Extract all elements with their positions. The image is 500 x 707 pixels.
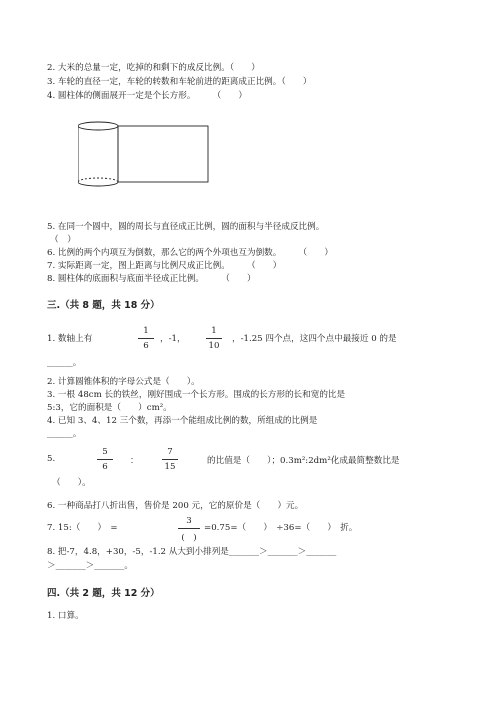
judgement-item-5-answer: （ ） [50, 235, 76, 245]
judgement-item-6: 6. 比例的两个内项互为倒数，那么它的两个外项也互为倒数。 （ ） [47, 248, 333, 258]
q5-frac2-num: 7 [167, 447, 173, 457]
q5-prefix: 5. [47, 454, 56, 464]
q5-line-2: （ ）。 [52, 478, 91, 488]
q1-frac1-den: 6 [143, 341, 149, 351]
q1-frac2-den: 10 [208, 341, 220, 351]
section-4-q1: 1. 口算。 [47, 611, 84, 621]
q5-colon: ： [130, 456, 139, 466]
fraction-bar [138, 338, 154, 339]
q7-frac-den: ( ) [181, 533, 197, 543]
q7-suffix: =0.75=（ ） ÷36=（ ） 折。 [204, 523, 358, 533]
q6: 6. 一种商品打八折出售，售价是 200 元，它的原价是（ ）元。 [47, 501, 304, 511]
fraction-bar [178, 528, 200, 529]
q4-line-1: 4. 已知 3、4、12 三个数，再添一个能组成比例的数，所组成的比例是 [47, 416, 318, 426]
q5-fraction-2 [162, 447, 178, 472]
judgement-item-4: 4. 圆柱体的侧面展开一定是个长方形。 （ ） [47, 91, 247, 101]
q5-fraction-1 [97, 447, 113, 472]
q4-line-2: ______。 [47, 429, 82, 439]
judgement-item-2: 2. 大米的总量一定，吃掉的和剩下的成反比例。（ ） [47, 63, 260, 73]
q5-frac1-den: 6 [102, 462, 108, 472]
q7-fraction [178, 516, 200, 543]
q2: 2. 计算圆锥体积的字母公式是（ ）。 [47, 377, 200, 387]
q8-line-2: ＞_______＞_______。 [47, 561, 133, 571]
q1-prefix: 1. 数轴上有 [47, 334, 93, 344]
fraction-bar [162, 459, 178, 460]
judgement-item-3: 3. 车轮的直径一定，车轮的转数和车轮前进的距离成正比例。（ ） [47, 77, 312, 87]
q5-suffix: 的比值是（ ）；0.3m²:2dm²化成最简整数比是 [207, 456, 400, 466]
q3-line-1: 3. 一根 48cm 长的铁丝，刚好围成一个长方形。围成的长方形的长和宽的比是 [47, 390, 346, 400]
q1-fraction-2 [206, 326, 222, 351]
q1-fraction-1 [138, 326, 154, 351]
q1-frac1-num: 1 [143, 326, 149, 336]
judgement-item-5: 5. 在同一个圆中，圆的周长与直径成正比例，圆的面积与半径成反比例。 [47, 222, 325, 232]
judgement-item-7: 7. 实际距离一定，图上距离与比例尺成正比例。 （ ） [47, 261, 282, 271]
q3-line-2: 5:3，它的面积是（ ）cm²。 [47, 403, 172, 413]
q5-frac2-den: 15 [164, 462, 176, 472]
q7-prefix: 7. 15:（ ） = [47, 523, 118, 533]
q1-mid: ，-1， [160, 334, 186, 344]
q1-suffix: ，-1.25 四个点，这四个点中最接近 0 的是 [232, 334, 397, 344]
q8-line-1: 8. 把-7，4.8，+30，-5，-1.2 从大到小排列是_______＞_______＞_______ [47, 547, 337, 557]
cylinder-figure [78, 118, 218, 200]
section-3-heading: 三.（共 8 题，共 18 分） [47, 300, 160, 311]
fraction-bar [206, 338, 222, 339]
q1-answer-line: ______。 [47, 358, 82, 368]
q1-frac2-num: 1 [211, 326, 217, 336]
fraction-bar [97, 459, 113, 460]
section-4-heading: 四.（共 2 题，共 12 分） [47, 588, 160, 599]
q5-frac1-num: 5 [102, 447, 108, 457]
q7-frac-num: 3 [186, 516, 192, 526]
judgement-item-8: 8. 圆柱体的底面积与底面半径成正比例。 （ ） [47, 274, 256, 284]
